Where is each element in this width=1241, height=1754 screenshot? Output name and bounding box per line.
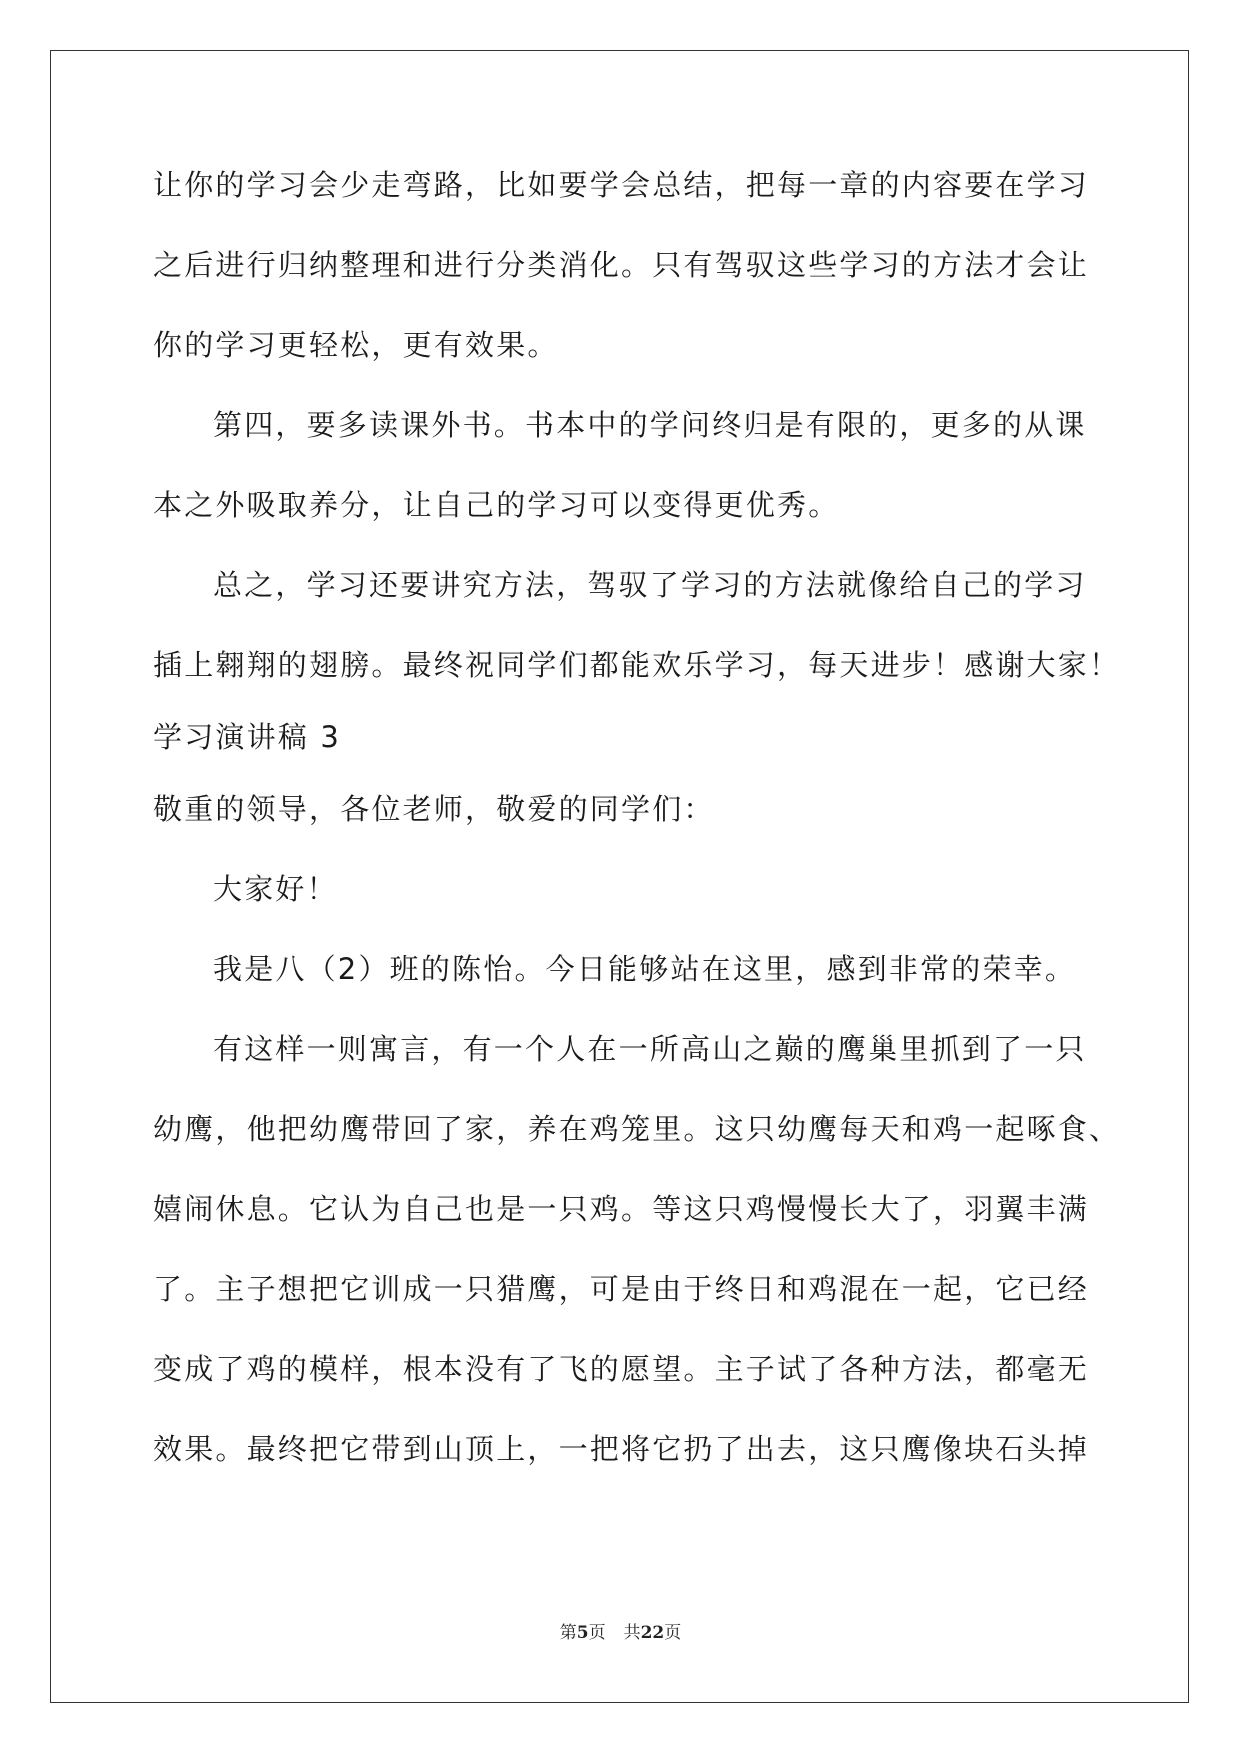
footer-total-prefix: 共 bbox=[623, 1623, 641, 1643]
paragraph-start-line: 有这样一则寓言，有一个人在一所高山之巅的鹰巢里抓到了一只 bbox=[213, 1032, 1087, 1066]
text-line: 幼鹰，他把幼鹰带回了家，养在鸡笼里。这只幼鹰每天和鸡一起啄食、 bbox=[153, 1112, 1121, 1146]
footer-total-suffix: 页 bbox=[664, 1623, 682, 1643]
page-footer bbox=[0, 1618, 1241, 1643]
total-page-count: 22 bbox=[640, 1623, 665, 1643]
text-line: 插上翱翔的翅膀。最终祝同学们都能欢乐学习，每天进步！感谢大家！ bbox=[153, 648, 1121, 682]
current-page-number: 5 bbox=[576, 1623, 589, 1643]
text-line: 之后进行归纳整理和进行分类消化。只有驾驭这些学习的方法才会让 bbox=[153, 248, 1090, 282]
text-line: 嬉闹休息。它认为自己也是一只鸡。等这只鸡慢慢长大了，羽翼丰满 bbox=[153, 1192, 1090, 1226]
text-line: 让你的学习会少走弯路，比如要学会总结，把每一章的内容要在学习 bbox=[153, 168, 1090, 202]
footer-page-suffix: 页 bbox=[588, 1623, 606, 1643]
text-line: 本之外吸取养分，让自己的学习可以变得更优秀。 bbox=[153, 488, 840, 522]
salutation: 敬重的领导，各位老师，敬爱的同学们： bbox=[153, 792, 715, 826]
section-heading: 学习演讲稿 3 bbox=[153, 720, 342, 754]
paragraph-start-line: 第四，要多读课外书。书本中的学问终归是有限的，更多的从课 bbox=[213, 408, 1087, 442]
text-line: 变成了鸡的模样，根本没有了飞的愿望。主子试了各种方法，都毫无 bbox=[153, 1352, 1090, 1386]
footer-prefix: 第 bbox=[559, 1623, 577, 1643]
text-line: 效果。最终把它带到山顶上，一把将它扔了出去，这只鹰像块石头掉 bbox=[153, 1432, 1090, 1466]
greeting: 大家好！ bbox=[213, 872, 338, 906]
text-line: 了。主子想把它训成一只猎鹰，可是由于终日和鸡混在一起，它已经 bbox=[153, 1272, 1090, 1306]
paragraph-start-line: 我是八（2）班的陈怡。今日能够站在这里，感到非常的荣幸。 bbox=[213, 952, 1077, 986]
paragraph-start-line: 总之，学习还要讲究方法，驾驭了学习的方法就像给自己的学习 bbox=[213, 568, 1087, 602]
text-line: 你的学习更轻松，更有效果。 bbox=[153, 328, 559, 362]
